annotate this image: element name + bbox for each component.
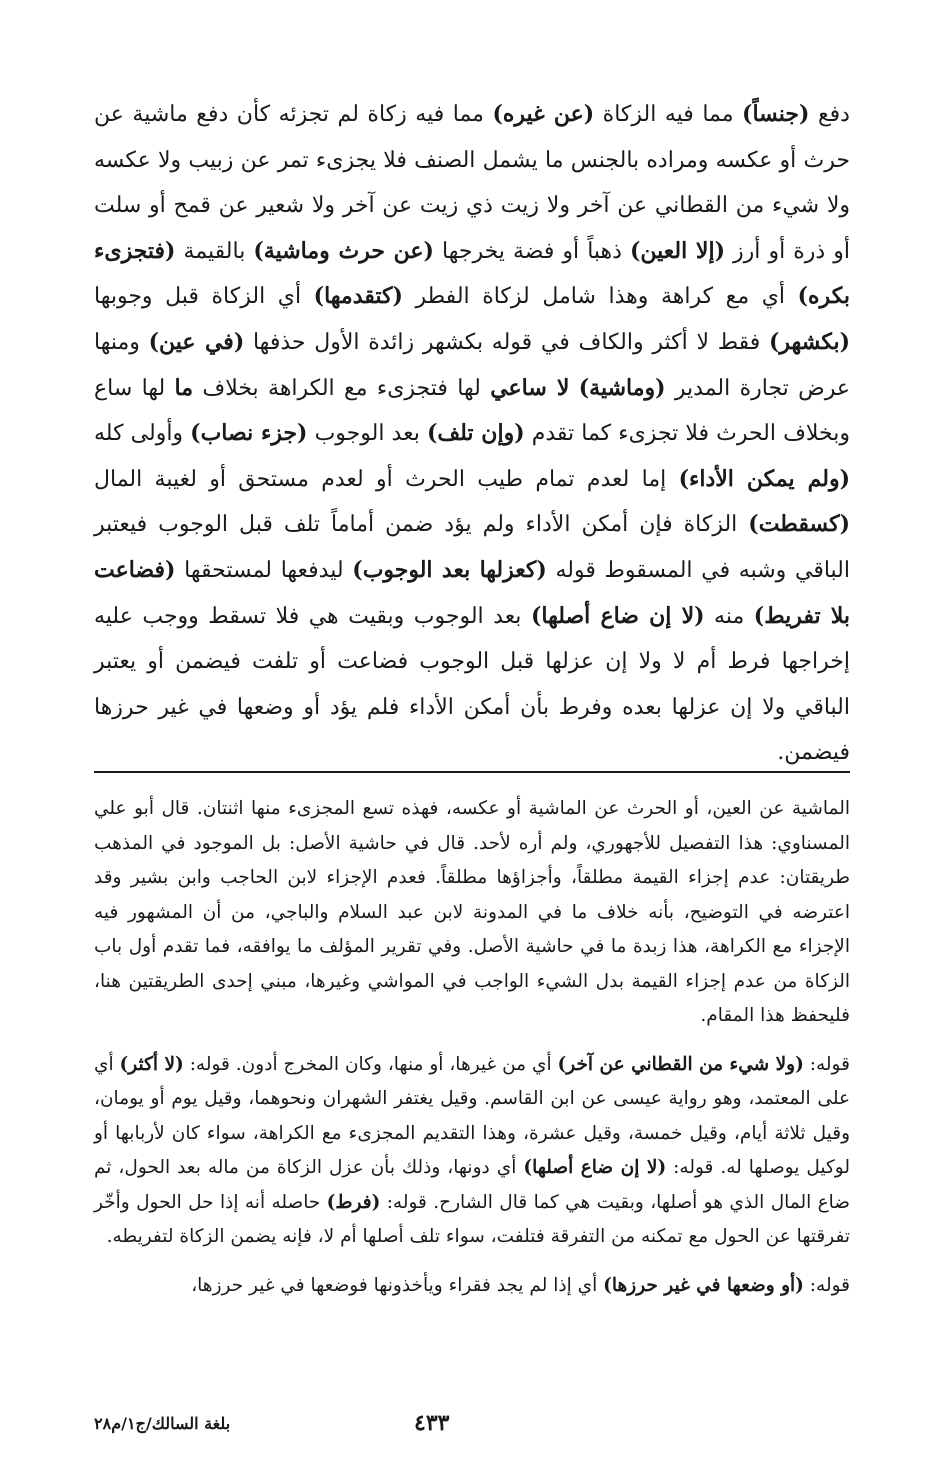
text-segment: ذهباً أو فضة يخرجها: [433, 238, 630, 264]
bold-quote-segment: (أو وضعها في غير حرزها): [603, 1274, 804, 1296]
bold-quote-segment: (وماشية): [578, 374, 666, 401]
text-segment: بعد الوجوب: [307, 421, 427, 447]
text-segment: فقط لا أكثر والكاف في قوله بكشهر زائدة الأول حذفها: [244, 329, 769, 355]
text-segment: الماشية عن العين، أو الحرث عن الماشية أو عكسه، فهذه تسع المجزىء منها اثنتان. قال أبو علي المسناوي: هذا التفصيل للأجهوري، ولم أره لأحد. قال في حاشية الأصل: بل الموجود في المذهب طريقتان: عدم إجزاء القيمة مطلقاً، وأجزاؤها مطلقاً. فعدم الإجزاء لابن الحاجب وابن بشير وقد اعترضه في التوضيح، بأنه خلاف ما في المدونة لابن عبد السلام والباجي، من أن المشهور فيه الإجزاء مع الكراهة، هذا زبدة ما في حاشية الأصل. وفي تقرير المؤلف ما يوافقه، فما تقدم أول باب الزكاة من عدم إجزاء القيمة بدل الشيء الواجب في المواشي وغيرها، مبني إحدى الطريقتين هنا، فليحفظ هذا المقام.: [94, 798, 850, 1026]
bold-quote-segment: (كعزلها بعد الوجوب): [352, 556, 547, 583]
text-segment: [569, 376, 578, 401]
book-signature: بلغة السالك/ج١/م٢٨: [94, 1414, 231, 1433]
bold-quote-segment: (فرط): [326, 1191, 381, 1213]
bold-quote-segment: (لا أكثر): [119, 1053, 184, 1075]
bold-quote-segment: (في عين): [148, 328, 245, 355]
bold-quote-segment: ما: [174, 374, 194, 401]
text-segment: أي إذا لم يجد فقراء ويأخذونها فوضعها في غير حرزها،: [191, 1274, 604, 1296]
text-segment: أي على المعتمد، وهو رواية عيسى عن ابن القاسم. وقيل يغتفر الشهران ونحوهما، وقيل يوم أو يومان، وقيل ثلاثة أيام، وقيل خمسة، وقيل عشرة، وهذا التقديم المجزىء مع الكراهة، سواء كان لأربابها أو لوكيل يوصلها له. قوله:: [94, 1053, 850, 1178]
bold-quote-segment: (عن غيره): [492, 101, 595, 127]
text-segment: لها ساع وبخلاف الحرث فلا تجزىء كما تقدم: [94, 375, 850, 447]
bold-quote-segment: (كسقطت): [748, 511, 850, 538]
bold-quote-segment: (ولا شيء من القطاني عن آخر): [557, 1053, 804, 1075]
bold-quote-segment: (لا إن ضاع أصلها): [523, 1157, 667, 1178]
text-segment: دفع: [809, 102, 850, 127]
bold-quote-segment: (إلا العين): [629, 237, 725, 264]
text-segment: حاصله أنه إذا حل الحول وأخّر تفرقتها عن الحول مع تمكنه من التفرقة فتلفت، سواء تلف أصلها أم لا، فإنه يضمن الزكاة لتفريطه.: [94, 1191, 850, 1247]
bold-quote-segment: (لا إن ضاع أصلها): [530, 602, 705, 629]
text-segment: مما فيه الزكاة: [594, 102, 743, 127]
bold-quote-segment: (جنساً): [742, 101, 810, 127]
text-segment: ليدفعها لمستحقها: [175, 557, 353, 583]
footnote-paragraph-2: [94, 1048, 850, 1255]
text-segment: مما فيه زكاة لم تجزئه كأن دفع ماشية عن حرث أو عكسه ومراده بالجنس ما يشمل الصنف فلا يجزىء تمر عن زبيب ولا عكسه ولا شيء من القطاني عن آخر ولا زيت ذي زيت عن آخر ولا شعير عن قمح أو سلت أو ذرة أو أرز: [94, 102, 850, 264]
text-segment: بالقيمة: [175, 238, 254, 264]
bold-quote-segment: (وإن تلف): [426, 420, 525, 447]
text-segment: أي من غيرها، أو منها، وكان المخرج أدون. قوله:: [183, 1053, 558, 1075]
text-segment: إما لعدم تمام طيب الحرث أو لعدم مستحق أو لغيبة المال: [94, 466, 679, 492]
text-segment: أي دونها، وذلك بأن عزل الزكاة من ماله بعد الحول، ثم ضاع المال الذي هو أصلها، وبقيت هي كما قال الشارح. قوله:: [94, 1157, 850, 1213]
footnote-divider: [94, 771, 850, 773]
bold-quote-segment: (ولم يمكن الأداء): [678, 465, 850, 492]
text-segment: قوله:: [803, 1274, 850, 1296]
bold-quote-segment: (فتجزىء بكره): [94, 237, 850, 310]
text-segment: قوله:: [803, 1053, 850, 1075]
footnote-paragraph-3: [94, 1269, 850, 1304]
footnote-paragraph-1: [94, 792, 850, 1034]
text-segment: أي الزكاة قبل وجوبها: [94, 284, 314, 310]
text-segment: أي مع كراهة وهذا شامل لزكاة الفطر: [402, 284, 798, 310]
page: [94, 92, 851, 1436]
text-segment: الزكاة فإن أمكن الأداء ولم يؤد ضمن أماماً تلف قبل الوجوب فيعتبر الباقي وشبه في المسقوط قوله: [94, 512, 850, 583]
page-footer: [94, 1410, 850, 1444]
bold-quote-segment: (بكشهر): [769, 328, 850, 355]
bold-quote-segment: (جزء نصاب): [190, 420, 308, 447]
main-paragraph: [94, 92, 850, 776]
bold-quote-segment: (فضاعت بلا تفريط): [94, 556, 851, 629]
text-segment: منه: [704, 603, 754, 629]
bold-quote-segment: (عن حرث وماشية): [253, 237, 434, 264]
text-segment: بعد الوجوب وبقيت هي فلا تسقط ووجب عليه إخراجها فرط أم لا ولا إن عزلها قبل الوجوب فضاعت أو تلفت فيضمن أو يعتبر الباقي ولا إن عزلها بعده وفرط بأن أمكن الأداء فلم يؤد أو وضعها في غير حرزها فيضمن.: [94, 603, 850, 766]
text-segment: لها فتجزىء مع الكراهة بخلاف: [193, 375, 491, 401]
footnotes-section: [94, 792, 850, 1317]
text-segment: وأولى كله: [94, 421, 191, 447]
bold-quote-segment: (كتقدمها): [313, 283, 403, 310]
bold-quote-segment: لا ساعي: [490, 374, 570, 401]
text-segment: ومنها عرض تجارة المدير: [94, 329, 851, 401]
page-number: ٤٣٣: [414, 1410, 450, 1436]
